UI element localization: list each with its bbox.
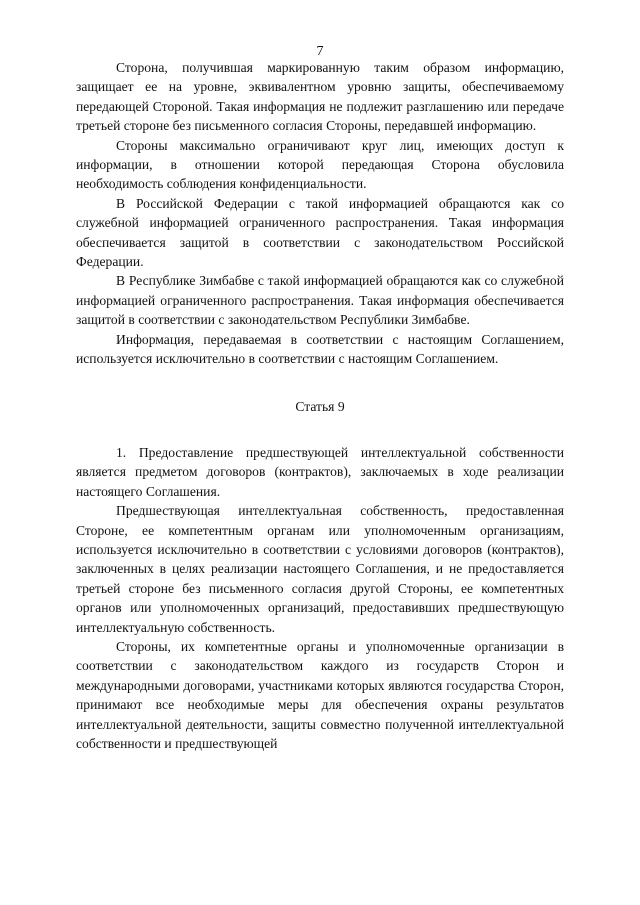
paragraph-ip-protection-measures: Стороны, их компетентные органы и уполномоченные организации в соответствии с законодательством каждого из государств Сторон и международными договорами, участниками которых являются государства Сторон, принимают все необходимые меры для обеспечения охраны результатов интеллектуальной деятельности, защиты совместно полученной интеллектуальной собственности и предшествующей	[76, 638, 564, 751]
paragraph-russian-federation: В Российской Федерации с такой информацией обращаются как со служебной информацией ограниченного распространения. Такая информация обеспечивается защитой в соответствии с законодательством Российской Федерации.	[76, 195, 564, 270]
paragraph-marked-information: Сторона, получившая маркированную таким образом информацию, защищает ее на уровне, эквивалентном уровню защиты, обеспечиваемому передающей Стороной. Такая информация не подлежит разглашению или передаче третьей стороне без письменного согласия Стороны, передавшей информацию.	[76, 60, 564, 134]
paragraph-access-restriction: Стороны максимально ограничивают круг лиц, имеющих доступ к информации, в отношении которой передающая Сторона обусловила необходимость соблюдения конфиденциальности.	[76, 137, 564, 192]
page-number: 7	[316, 44, 324, 59]
article-heading: Статья 9	[295, 398, 345, 414]
paragraph-article-9-clause-1: 1. Предоставление предшествующей интеллектуальной собственности является предметом договоров (контрактов), заключаемых в ходе реализации настоящего Соглашения.	[76, 444, 564, 499]
paragraph-republic-zimbabwe: В Республике Зимбабве с такой информацией обращаются как со служебной информацией ограниченного распространения. Такая информация обеспечивается защитой в соответствии с законодательством Республики Зимбабве.	[76, 273, 564, 328]
paragraph-prior-ip-usage: Предшествующая интеллектуальная собственность, предоставленная Стороне, ее компетентным органам или уполномоченным организациям, используется исключительно в соответствии с условиями договоров (контрактов), заключенных в целях реализации настоящего Соглашения, и не предоставляется третьей стороне без письменного согласия другой Стороны, ее компетентных органов или уполномоченных организаций, предоставивших предшествующую интеллектуальную собственность.	[76, 503, 564, 635]
document-body	[76, 58, 564, 753]
paragraph-information-usage: Информация, передаваемая в соответствии с настоящим Соглашением, используется исключительно в соответствии с настоящим Соглашением.	[76, 331, 564, 367]
